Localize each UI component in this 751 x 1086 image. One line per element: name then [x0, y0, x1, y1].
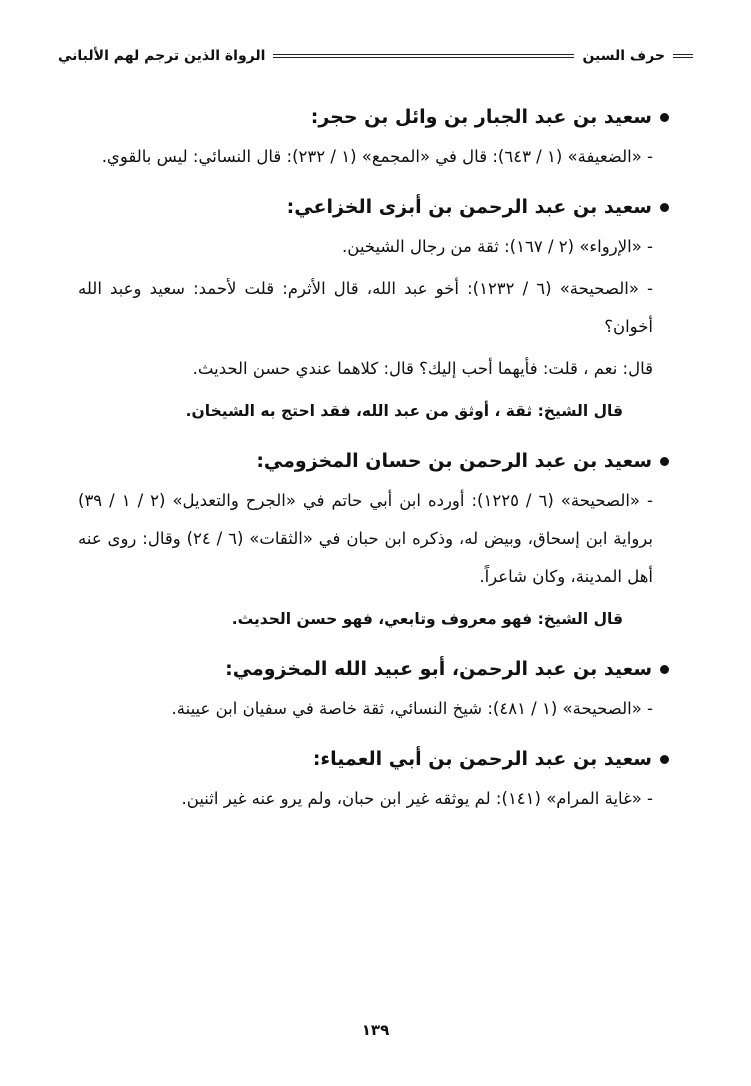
entry-title-text: سعيد بن عبد الرحمن بن أبي العمياء:: [312, 748, 652, 770]
entry-title-text: سعيد بن عبد الرحمن، أبو عبيد الله المخزومي:: [225, 658, 652, 680]
page-number: ١٣٩: [361, 1021, 390, 1039]
entry-paragraph: - «الضعيفة» (١ / ٦٤٣): قال في «المجمع» (١ / ٢٣٢): قال النسائي: ليس بالقوي.: [101, 147, 653, 166]
bullet-icon: [660, 203, 669, 212]
entry-paragraph: - «الصحيحة» (٦ / ١٢٢٥): أورده ابن أبي حاتم في «الجرح والتعديل» (٢ / ١ / ٣٩) برواية ابن إسحاق، وبيض له، وذكره ابن حبان في «الثقات» (٦ / ٢٤) وقال: روى عنه أهل المدينة، وكان شاعراً.: [78, 491, 653, 586]
entry-title-text: سعيد بن عبد الجبار بن وائل بن حجر:: [310, 106, 652, 128]
entry-paragraph: - «الإرواء» (٢ / ١٦٧): ثقة من رجال الشيخين.: [342, 237, 653, 256]
bullet-icon: [660, 113, 669, 122]
entry-title: [78, 190, 669, 224]
entry-title-text: سعيد بن عبد الرحمن بن أبزى الخزاعي:: [286, 196, 652, 218]
sheikh-comment: قال الشيخ: ثقة ، أوثق من عبد الله، فقد احتج به الشيخان.: [185, 402, 623, 420]
header-rule-short: [673, 54, 693, 58]
entry-title: [78, 444, 669, 478]
bullet-icon: [660, 755, 669, 764]
running-header: [58, 44, 693, 68]
header-rule-long: [273, 54, 574, 58]
chapter-title: حرف السين: [582, 48, 665, 64]
section-title: الرواة الذين ترجم لهم الألباني: [58, 48, 266, 64]
entry-paragraph: - «غاية المرام» (١٤١): لم يوثقه غير ابن حبان، ولم يرو عنه غير اثنين.: [181, 789, 653, 808]
page-content: [78, 100, 653, 818]
bullet-icon: [660, 665, 669, 674]
entry-paragraph: - «الصحيحة» (١ / ٤٨١): شيخ النسائي، ثقة خاصة في سفيان ابن عيينة.: [171, 699, 653, 718]
sheikh-comment: قال الشيخ: فهو معروف وتابعي، فهو حسن الحديث.: [231, 610, 623, 628]
entry-title: [78, 100, 669, 134]
entry-title-text: سعيد بن عبد الرحمن بن حسان المخزومي:: [256, 450, 652, 472]
bullet-icon: [660, 457, 669, 466]
entry-paragraph: قال: نعم ، قلت: فأيهما أحب إليك؟ قال: كلاهما عندي حسن الحديث.: [192, 359, 653, 378]
entry-paragraph: - «الصحيحة» (٦ / ١٢٣٢): أخو عبد الله، قال الأثرم: قلت لأحمد: سعيد وعبد الله أخوان؟: [78, 279, 653, 336]
entry-title: [78, 742, 669, 776]
entry-title: [78, 652, 669, 686]
